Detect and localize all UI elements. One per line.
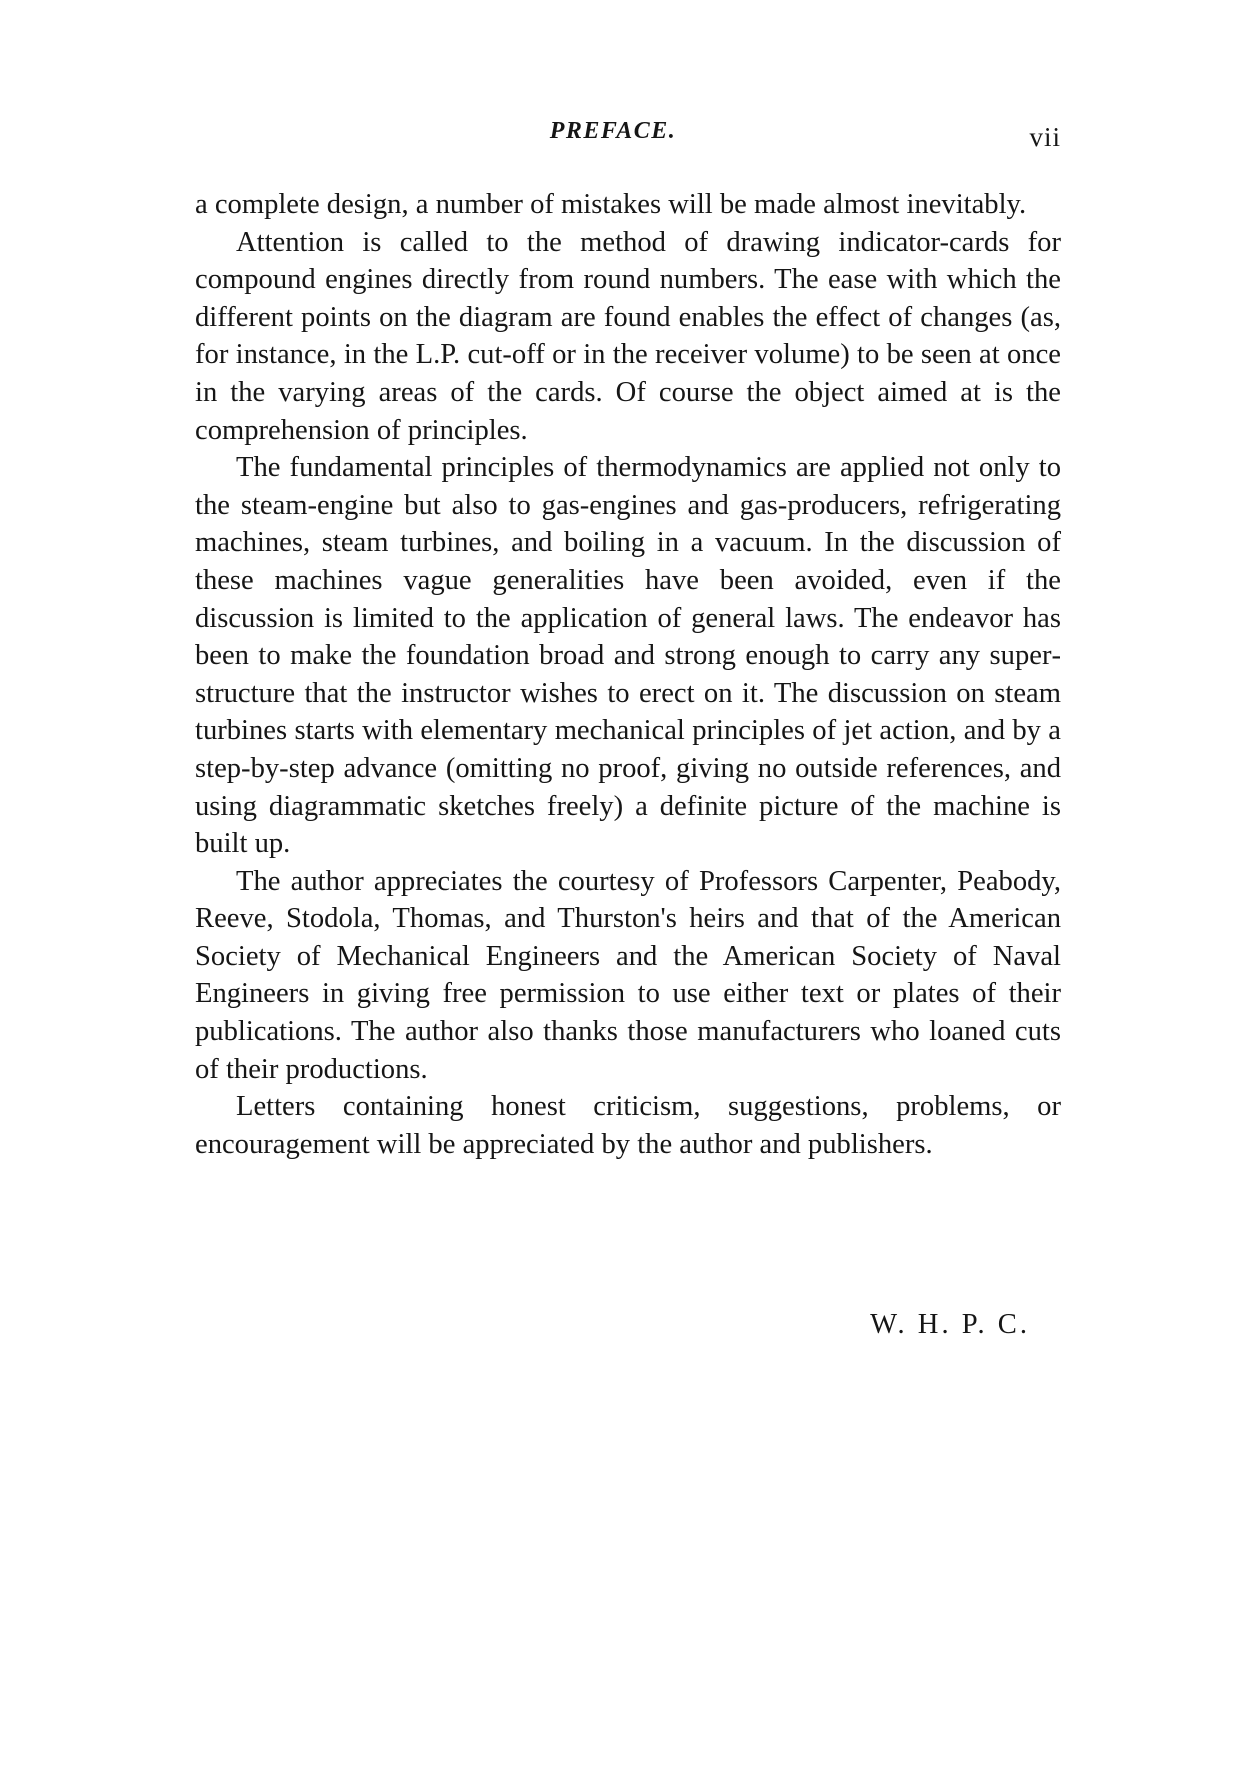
page-number: vii <box>1029 122 1061 152</box>
paragraph-letters: Letters containing honest criticism, suggestions, problems, or encouragement will be appreciated by the author and publishers. <box>195 1091 1061 1160</box>
running-title: PREFACE. <box>549 118 677 144</box>
paragraph-acknowledgements: The author appreciates the courtesy of Professors Carpenter, Peabody, Reeve, Stodola, Thomas, and Thurston's heirs and that of the American Society of Mechanical Engineers and the American Society of Naval Engineers in giving free permission to use either text or plates of their publications. The author also thanks those manufacturers who loaned cuts of their productions. <box>195 865 1061 1085</box>
author-initials: W. H. P. C. <box>870 1309 1030 1340</box>
preface-body <box>195 186 1061 1163</box>
running-head <box>195 118 1061 158</box>
paragraph-continued: a complete design, a number of mistakes will be made almost inevitably. <box>195 189 1027 220</box>
paragraph-thermodynamics: The fundamental principles of thermodynamics are applied not only to the steam-engine but also to gas-engines and gas-producers, refrigerating machines, steam turbines, and boiling in a vacuum. In the discussion of these machines vague generalities have been avoided, even if the discussion is limited to the application of general laws. The endeavor has been to make the foundation broad and strong enough to carry any superstructure that the instructor wishes to erect on it. The discussion on steam turbines starts with elementary mechanical principles of jet action, and by a step-by-step advance (omitting no proof, giving no outside references, and using diagrammatic sketches freely) a definite picture of the machine is built up. <box>195 452 1061 860</box>
paragraph-indicator-cards: Attention is called to the method of drawing indicator-cards for compound engines directly from round numbers. The ease with which the different points on the diagram are found enables the effect of changes (as, for instance, in the L.P. cut-off or in the receiver volume) to be seen at once in the varying areas of the cards. Of course the object aimed at is the comprehension of principles. <box>195 226 1061 446</box>
